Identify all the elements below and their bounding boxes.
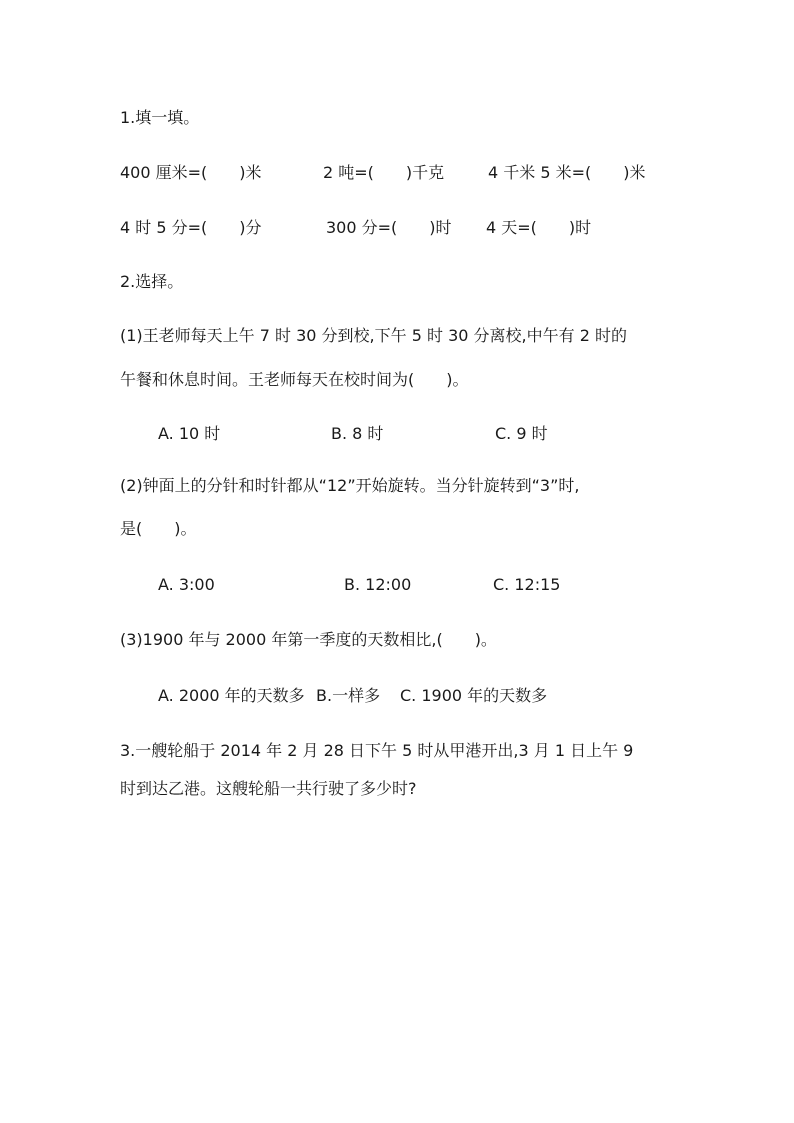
option-b: B.一样多 [316,686,381,705]
option-c: C. 12:15 [493,575,561,594]
question-1-line-2: 午餐和休息时间。王老师每天在校时间为( )。 [120,370,469,389]
fill-item: 4 天=( )时 [486,218,592,237]
fill-item: 2 吨=( )千克 [323,163,445,182]
option-a: A. 2000 年的天数多 [158,686,305,705]
option-c: C. 1900 年的天数多 [400,686,548,705]
fill-row-1 [120,163,720,183]
section-2-title: 2.选择。 [120,272,184,291]
question-3-options [158,686,678,706]
section-3-line-1: 3.一艘轮船于 2014 年 2 月 28 日下午 5 时从甲港开出,3 月 1 日上午 9 [120,741,634,760]
option-b: B. 12:00 [344,575,412,594]
section-1-title: 1.填一填。 [120,108,200,127]
fill-item: 4 千米 5 米=( )米 [488,163,646,182]
fill-item: 400 厘米=( )米 [120,163,262,182]
question-2-line-2: 是( )。 [120,519,197,538]
option-a: A. 3:00 [158,575,215,594]
option-c: C. 9 时 [495,424,548,443]
option-b: B. 8 时 [331,424,384,443]
question-2-line-1: (2)钟面上的分针和时针都从“12”开始旋转。当分针旋转到“3”时, [120,476,580,495]
fill-item: 4 时 5 分=( )分 [120,218,262,237]
question-3-line-1: (3)1900 年与 2000 年第一季度的天数相比,( )。 [120,630,497,649]
question-2-options [158,575,658,595]
fill-row-2 [120,218,720,238]
fill-item: 300 分=( )时 [326,218,452,237]
option-a: A. 10 时 [158,424,221,443]
section-3-line-2: 时到达乙港。这艘轮船一共行驶了多少时? [120,779,417,798]
question-1-options [158,424,658,444]
question-1-line-1: (1)王老师每天上午 7 时 30 分到校,下午 5 时 30 分离校,中午有 2 时的 [120,326,627,345]
